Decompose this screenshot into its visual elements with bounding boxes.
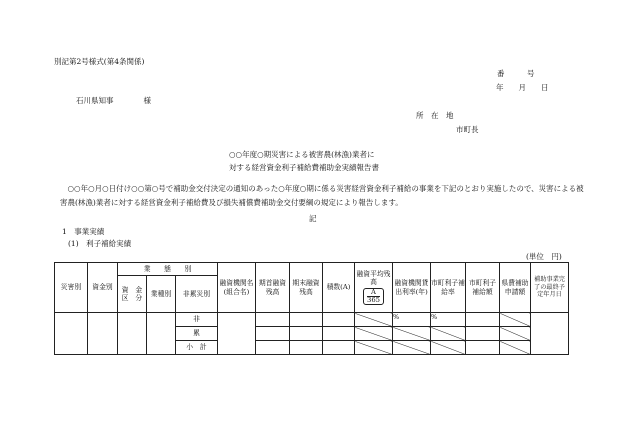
document-number: 番 号 bbox=[497, 69, 535, 78]
cell[interactable] bbox=[290, 341, 323, 355]
cell[interactable] bbox=[256, 313, 290, 327]
percent-unit: % bbox=[431, 313, 438, 321]
cell[interactable] bbox=[466, 341, 500, 355]
mayor-label: 市町長 bbox=[456, 125, 479, 134]
row-label-subtotal: 小 計 bbox=[176, 341, 218, 355]
header-agri-type: 非累災別 bbox=[176, 276, 218, 313]
title-line-1: ○○年度○期災害による被害農(林漁)業者に bbox=[229, 150, 375, 159]
row-label-non-cumulative: 非 bbox=[176, 313, 218, 327]
header-product: 積数(A) bbox=[323, 263, 355, 313]
cell-diagonal bbox=[355, 313, 393, 327]
percent-unit: % bbox=[393, 313, 400, 321]
cell-diagonal bbox=[355, 341, 393, 355]
cell-diagonal bbox=[500, 327, 531, 341]
cell-fund[interactable] bbox=[88, 313, 118, 355]
cell-diagonal bbox=[393, 341, 431, 355]
fraction-denominator: 365 bbox=[367, 295, 380, 304]
body-paragraph: ○○年○月○日付け○○第○号で補助金交付決定の通知のあった○年度○期に係る災害経営資金利子補給の事業を下記のとおり実施したので、災害による被害農(林漁)業者に対する経営資金利子補給費及び損失補償費補助金交付要綱の規定により報告します。 bbox=[60, 184, 584, 207]
header-fund-class: 資 金 区 分 bbox=[118, 276, 147, 313]
fraction-formula bbox=[363, 288, 384, 306]
cell-business-type[interactable] bbox=[147, 313, 176, 355]
fraction-numerator: A bbox=[367, 289, 380, 297]
unit-label: (単位 円) bbox=[526, 252, 562, 261]
cell-rate[interactable] bbox=[393, 313, 431, 327]
ki-mark: 記 bbox=[309, 214, 317, 223]
header-business-type: 業種別 bbox=[147, 276, 176, 313]
header-lender: 融資機関名(組合名) bbox=[218, 263, 256, 313]
header-completion: 補助事業完了の最終予定年月日 bbox=[531, 263, 569, 313]
cell[interactable] bbox=[323, 327, 355, 341]
cell-town-rate[interactable] bbox=[431, 313, 466, 327]
cell-disaster[interactable] bbox=[55, 313, 88, 355]
cell[interactable] bbox=[466, 327, 500, 341]
header-business-group: 業 態 別 bbox=[118, 263, 218, 276]
cell-fund-class[interactable] bbox=[118, 313, 147, 355]
cell[interactable] bbox=[290, 313, 323, 327]
cell[interactable] bbox=[256, 327, 290, 341]
header-town-rate: 市町利子補給率 bbox=[431, 263, 466, 313]
table-row bbox=[55, 313, 569, 327]
header-initial-balance: 期首融資残高 bbox=[256, 263, 290, 313]
cell-completion[interactable] bbox=[531, 313, 569, 355]
cell-lender[interactable] bbox=[218, 313, 256, 355]
cell-diagonal bbox=[431, 327, 466, 341]
section-1: 1 事業実績 bbox=[62, 227, 105, 236]
cell[interactable] bbox=[290, 327, 323, 341]
header-end-balance: 期末融資残高 bbox=[290, 263, 323, 313]
cell-diagonal bbox=[431, 341, 466, 355]
header-avg-balance bbox=[355, 263, 405, 313]
cell[interactable] bbox=[466, 313, 500, 327]
cell[interactable] bbox=[323, 313, 355, 327]
cell-diagonal bbox=[500, 341, 531, 355]
header-fund: 資金別 bbox=[88, 263, 118, 313]
address-label: 所 在 地 bbox=[416, 111, 454, 120]
cell-diagonal bbox=[393, 327, 431, 341]
header-town-amount: 市町利子補給額 bbox=[466, 263, 500, 313]
header-disaster: 災害別 bbox=[55, 263, 88, 313]
row-label-cumulative: 累 bbox=[176, 327, 218, 341]
cell[interactable] bbox=[256, 341, 290, 355]
cell[interactable] bbox=[323, 341, 355, 355]
document-date: 年 月 日 bbox=[496, 83, 549, 92]
interest-subsidy-table bbox=[54, 262, 569, 355]
subsection-1: (1) 利子補給実績 bbox=[68, 239, 132, 248]
form-label: 別記第2号様式(第4条関係) bbox=[54, 57, 145, 66]
cell-diagonal bbox=[500, 313, 531, 327]
addressee: 石川県知事 様 bbox=[76, 96, 151, 105]
avg-balance-label: 融資平均残 高 bbox=[356, 269, 405, 287]
header-rate: 融資機関貸出利率(年) bbox=[393, 263, 431, 313]
title-line-2: 対する経営資金利子補給費補助金実績報告書 bbox=[229, 163, 379, 172]
cell-diagonal bbox=[355, 327, 393, 341]
header-pref-subsidy: 県費補助申請額 bbox=[500, 263, 531, 313]
